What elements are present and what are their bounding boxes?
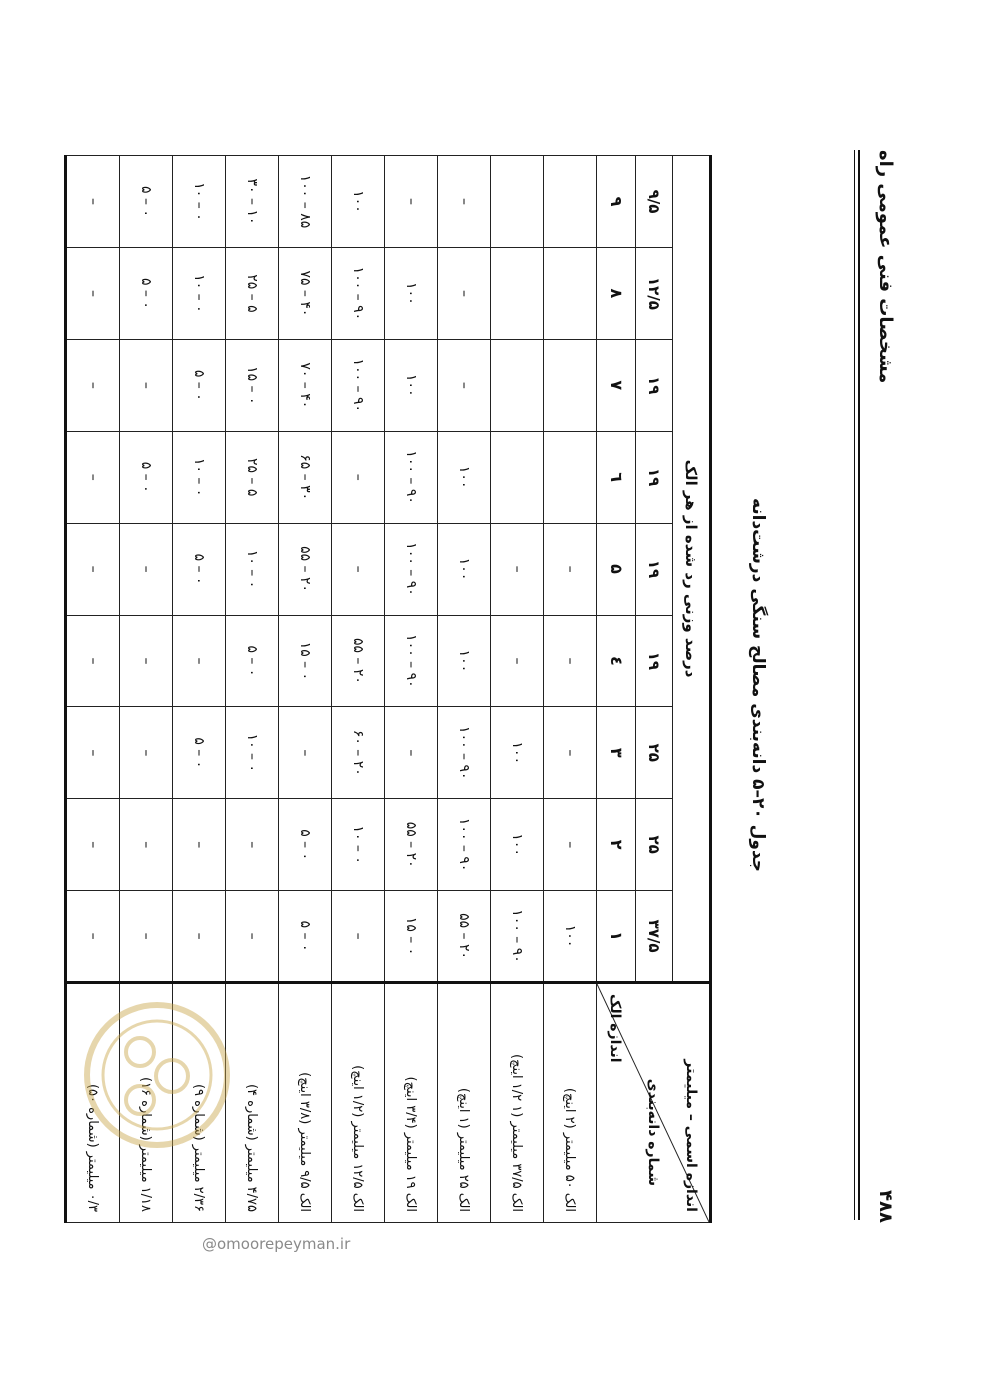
sieve-size-cell: الک ۳۷/۵ میلیمتر (۱ ۱/۲ اینچ) xyxy=(491,983,544,1223)
percent-passing-cell: ۹۰ – ۱۰۰ xyxy=(438,707,491,799)
percent-passing-cell: ۱۰۰ xyxy=(438,523,491,615)
percent-passing-cell: – xyxy=(332,523,385,615)
site-url-watermark: @omoorepeyman.ir xyxy=(202,1235,351,1253)
nominal-size-cell: ۱۹ xyxy=(636,615,673,707)
percent-passing-cell: – xyxy=(120,799,173,891)
sieve-size-cell: الک ۱۹ میلیمتر (۳/۴ اینچ) xyxy=(385,983,438,1223)
percent-passing-cell: ۱۰۰ xyxy=(438,431,491,523)
nominal-size-label: اندازه اسمی – میلیمتر xyxy=(683,1059,699,1212)
table-row xyxy=(279,156,332,1223)
percent-passing-cell: – xyxy=(173,891,226,983)
sieve-size-cell: ۱/۱۸ میلیمتر (شماره ۱۶) xyxy=(120,983,173,1223)
percent-passing-cell: ۸۵ – ۱۰۰ xyxy=(279,156,332,248)
running-head: مشخصات فنی عمومی راه xyxy=(875,150,896,384)
sieve-size-label: اندازه الک xyxy=(607,994,623,1063)
percent-passing-cell: – xyxy=(438,248,491,340)
percent-passing-cell: – xyxy=(66,615,120,707)
percent-passing-cell: – xyxy=(66,339,120,431)
nominal-size-cell: ۹/۵ xyxy=(636,156,673,248)
percent-passing-cell: ۵ – ۲۵ xyxy=(226,248,279,340)
sieve-size-cell: ۴/۷۵ میلیمتر (شماره ۴) xyxy=(226,983,279,1223)
percent-passing-cell: ۰ – ۱۰ xyxy=(173,431,226,523)
grading-number-cell: ۱ xyxy=(597,891,636,983)
percent-passing-cell: ۹۰ – ۱۰۰ xyxy=(385,523,438,615)
sieve-size-cell: الک ۵۰ میلیمتر (۲ اینچ) xyxy=(544,983,597,1223)
percent-passing-cell: ۱۰۰ xyxy=(491,799,544,891)
header-rule-thin xyxy=(854,150,855,1220)
percent-passing-cell xyxy=(544,339,597,431)
percent-passing-cell: – xyxy=(66,799,120,891)
percent-passing-cell: – xyxy=(332,891,385,983)
grading-number-cell: ۳ xyxy=(597,707,636,799)
percent-passing-cell: ۲۰ – ۵۵ xyxy=(385,799,438,891)
percent-passing-cell: – xyxy=(173,799,226,891)
percent-passing-cell: ۰ – ۵ xyxy=(120,431,173,523)
grading-number-label: شماره دانه‌بندی xyxy=(645,1078,661,1186)
percent-passing-cell: – xyxy=(173,615,226,707)
percent-passing-header: درصد وزنی رد شده از هر الک xyxy=(673,156,711,983)
percent-passing-cell: – xyxy=(66,891,120,983)
page-number: ۴۸۸ xyxy=(875,1190,896,1223)
percent-passing-cell: – xyxy=(544,523,597,615)
percent-passing-cell: ۳۰ – ۶۵ xyxy=(279,431,332,523)
percent-passing-cell xyxy=(491,156,544,248)
table-row xyxy=(438,156,491,1223)
percent-passing-cell: – xyxy=(385,707,438,799)
grading-number-cell: ۲ xyxy=(597,799,636,891)
percent-passing-cell: ۹۰ – ۱۰۰ xyxy=(332,248,385,340)
percent-passing-cell: – xyxy=(120,339,173,431)
nominal-size-cell: ۱۹ xyxy=(636,523,673,615)
percent-passing-cell: – xyxy=(332,431,385,523)
percent-passing-cell: – xyxy=(120,523,173,615)
percent-passing-cell: ۰ – ۵ xyxy=(173,523,226,615)
percent-passing-cell xyxy=(491,339,544,431)
percent-passing-cell xyxy=(491,248,544,340)
percent-passing-cell: – xyxy=(544,615,597,707)
percent-passing-cell xyxy=(491,431,544,523)
percent-passing-cell: ۰ – ۵ xyxy=(120,156,173,248)
grading-number-cell: ۷ xyxy=(597,339,636,431)
table-row xyxy=(385,156,438,1223)
percent-passing-cell: ۲۰ – ۵۵ xyxy=(332,615,385,707)
percent-passing-cell: – xyxy=(66,523,120,615)
sieve-size-cell: الک ۹/۵ میلیمتر (۳/۸ اینچ) xyxy=(279,983,332,1223)
grading-number-cell: ۹ xyxy=(597,156,636,248)
percent-passing-cell: ۰ – ۱۰ xyxy=(332,799,385,891)
percent-passing-cell: – xyxy=(226,799,279,891)
percent-passing-cell: ۰ – ۵ xyxy=(279,799,332,891)
percent-passing-cell: – xyxy=(66,156,120,248)
percent-passing-cell: ۱۰ – ۳۰ xyxy=(226,156,279,248)
sieve-size-cell: الک ۲۵ میلیمتر (۱ اینچ) xyxy=(438,983,491,1223)
percent-passing-cell: ۱۰۰ xyxy=(385,248,438,340)
percent-passing-cell: ۹۰ – ۱۰۰ xyxy=(385,431,438,523)
percent-passing-cell: ۹۰ – ۱۰۰ xyxy=(385,615,438,707)
percent-passing-cell: – xyxy=(438,156,491,248)
sieve-size-cell: الک ۱۲/۵ میلیمتر (۱/۲ اینچ) xyxy=(332,983,385,1223)
percent-passing-cell: – xyxy=(120,707,173,799)
percent-passing-cell: ۱۰۰ xyxy=(544,891,597,983)
sieve-size-cell: ۰/۳ میلیمتر (شماره ۵۰) xyxy=(66,983,120,1223)
percent-passing-cell: ۰ – ۵ xyxy=(279,891,332,983)
percent-passing-cell xyxy=(544,431,597,523)
percent-passing-cell: ۰ – ۱۰ xyxy=(226,707,279,799)
percent-passing-cell: ۰ – ۵ xyxy=(226,615,279,707)
percent-passing-cell: ۱۰۰ xyxy=(385,339,438,431)
percent-passing-cell: ۱۰۰ xyxy=(491,707,544,799)
percent-passing-cell: ۹۰ – ۱۰۰ xyxy=(438,799,491,891)
percent-passing-cell: – xyxy=(544,707,597,799)
grading-number-cell: ٦ xyxy=(597,431,636,523)
percent-passing-cell: ۰ – ۱۰ xyxy=(173,248,226,340)
percent-passing-cell: ۵ – ۲۵ xyxy=(226,431,279,523)
percent-passing-cell: ۱۰۰ xyxy=(438,615,491,707)
header-rule xyxy=(858,150,860,1220)
table-row xyxy=(226,156,279,1223)
percent-passing-cell: ۰ – ۱۵ xyxy=(279,615,332,707)
percent-passing-cell: – xyxy=(66,431,120,523)
nominal-size-cell: ۱۲/۵ xyxy=(636,248,673,340)
table-row xyxy=(332,156,385,1223)
percent-passing-cell: ۹۰ – ۱۰۰ xyxy=(332,339,385,431)
nominal-size-cell: ۲۵ xyxy=(636,799,673,891)
percent-passing-cell: – xyxy=(279,707,332,799)
percent-passing-cell: ۲۰ – ۶۰ xyxy=(332,707,385,799)
publisher-seal-watermark xyxy=(82,1000,232,1150)
percent-passing-cell xyxy=(544,248,597,340)
percent-passing-cell xyxy=(544,156,597,248)
percent-passing-cell: – xyxy=(385,156,438,248)
percent-passing-cell: – xyxy=(120,615,173,707)
percent-passing-cell: ۲۰ – ۵۵ xyxy=(438,891,491,983)
table-title: جدول ۲۰–۵ دانه‌بندی مصالح سنگی درشت‌دانه xyxy=(748,497,768,873)
nominal-size-cell: ۱۹ xyxy=(636,339,673,431)
percent-passing-cell: ۱۰۰ xyxy=(332,156,385,248)
table-row xyxy=(491,156,544,1223)
percent-passing-cell: ۰ – ۵ xyxy=(120,248,173,340)
percent-passing-cell: ۰ – ۵ xyxy=(173,339,226,431)
nominal-size-cell: ۳۷/۵ xyxy=(636,891,673,983)
percent-passing-cell: ۴۰ – ۷۵ xyxy=(279,248,332,340)
percent-passing-cell: ۹۰ – ۱۰۰ xyxy=(491,891,544,983)
percent-passing-cell: – xyxy=(438,339,491,431)
percent-passing-cell: ۰ – ۱۵ xyxy=(385,891,438,983)
percent-passing-cell: ۴۰ – ۷۰ xyxy=(279,339,332,431)
percent-passing-cell: – xyxy=(120,891,173,983)
grading-number-cell: ۵ xyxy=(597,523,636,615)
sieve-size-cell: ۲/۳۶ میلیمتر (شماره ۹) xyxy=(173,983,226,1223)
grading-number-cell: ٤ xyxy=(597,615,636,707)
percent-passing-cell: ۲۰ – ۵۵ xyxy=(279,523,332,615)
percent-passing-cell: – xyxy=(226,891,279,983)
percent-passing-cell: ۰ – ۵ xyxy=(173,707,226,799)
nominal-size-cell: ۲۵ xyxy=(636,707,673,799)
percent-passing-cell: – xyxy=(66,248,120,340)
nominal-size-cell: ۱۹ xyxy=(636,431,673,523)
grading-number-cell: ۸ xyxy=(597,248,636,340)
percent-passing-cell: ۰ – ۱۵ xyxy=(226,339,279,431)
percent-passing-cell: – xyxy=(544,799,597,891)
percent-passing-cell: ۰ – ۱۰ xyxy=(173,156,226,248)
percent-passing-cell: – xyxy=(491,523,544,615)
table-corner-header xyxy=(597,983,711,1223)
percent-passing-cell: ۰ – ۱۰ xyxy=(226,523,279,615)
table-row xyxy=(544,156,597,1223)
percent-passing-cell: – xyxy=(66,707,120,799)
percent-passing-cell: – xyxy=(491,615,544,707)
